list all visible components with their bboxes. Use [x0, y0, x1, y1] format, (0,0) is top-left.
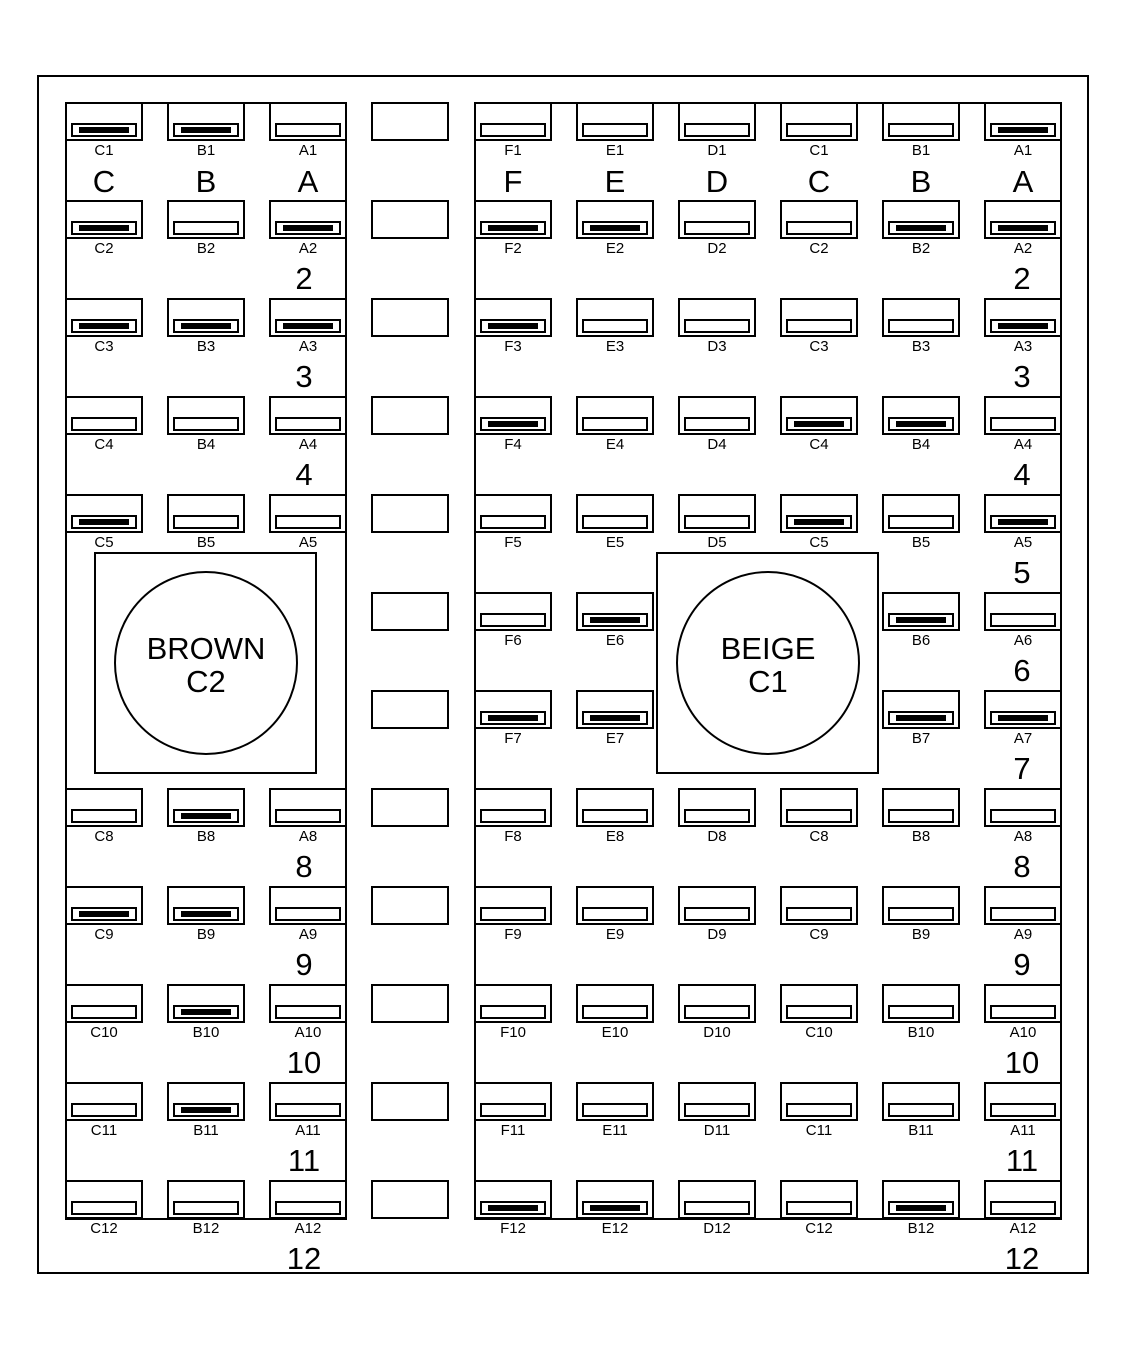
terminal-slot — [991, 810, 1055, 822]
terminal-slot — [889, 908, 953, 920]
right-row-number-9: 9 — [1013, 947, 1031, 982]
cavity-label: A1 — [1013, 142, 1033, 159]
terminal-present-mark — [79, 323, 129, 329]
terminal-slot — [685, 1202, 749, 1214]
cavity-label: A11 — [295, 1122, 321, 1139]
terminal-present-mark — [79, 225, 129, 231]
left-connector-name-label: C2 — [186, 664, 226, 699]
right-row-number-7: 7 — [1013, 751, 1031, 786]
left-row-number-10: 10 — [286, 1045, 322, 1080]
center-slot — [372, 887, 448, 924]
center-slot — [372, 691, 448, 728]
center-slot — [372, 593, 448, 630]
terminal-slot — [276, 418, 340, 430]
terminal-slot — [787, 1202, 851, 1214]
cavity-label: E8 — [605, 828, 625, 845]
terminal-slot — [583, 1006, 647, 1018]
right-connector-name-label: C1 — [748, 664, 788, 699]
cavity-label: C2 — [94, 240, 114, 257]
cavity-label: D1 — [707, 142, 727, 159]
left-row-number-2: 2 — [295, 261, 313, 296]
cavity-label: A9 — [298, 926, 318, 943]
cavity-label: D10 — [703, 1024, 731, 1041]
cavity-label: B9 — [911, 926, 931, 943]
terminal-slot — [583, 320, 647, 332]
terminal-slot — [276, 908, 340, 920]
terminal-slot — [276, 1006, 340, 1018]
terminal-slot — [72, 1104, 136, 1116]
cavity-label: A10 — [294, 1024, 322, 1041]
terminal-present-mark — [488, 1205, 538, 1211]
cavity-label: D4 — [707, 436, 727, 453]
cavity-label: D11 — [703, 1122, 731, 1139]
cavity-label: F11 — [500, 1122, 526, 1139]
terminal-present-mark — [998, 519, 1048, 525]
cavity-label: B10 — [907, 1024, 935, 1041]
right-row-number-10: 10 — [1004, 1045, 1040, 1080]
terminal-present-mark — [998, 127, 1048, 133]
left-connector-color-label: BROWN — [146, 631, 266, 666]
terminal-slot — [583, 1104, 647, 1116]
terminal-present-mark — [181, 911, 231, 917]
left-row-number-3: 3 — [295, 359, 313, 394]
left-column-letter-a: A — [297, 164, 319, 199]
terminal-slot — [481, 1104, 545, 1116]
terminal-present-mark — [79, 127, 129, 133]
cavity-label: A5 — [1013, 534, 1033, 551]
terminal-present-mark — [896, 421, 946, 427]
cavity-label: C1 — [809, 142, 829, 159]
cavity-label: A8 — [298, 828, 318, 845]
cavity-label: C9 — [94, 926, 114, 943]
right-column-letter-b: B — [910, 164, 932, 199]
cavity-label: F6 — [504, 632, 522, 649]
terminal-slot — [276, 1202, 340, 1214]
terminal-slot — [685, 516, 749, 528]
terminal-present-mark — [590, 1205, 640, 1211]
cavity-label: B7 — [911, 730, 931, 747]
cavity-label: B2 — [911, 240, 931, 257]
terminal-slot — [583, 124, 647, 136]
cavity-label: B2 — [196, 240, 216, 257]
left-row-number-4: 4 — [295, 457, 313, 492]
center-slot — [372, 299, 448, 336]
terminal-slot — [481, 124, 545, 136]
cavity-label: A12 — [1009, 1220, 1037, 1237]
cavity-label: B4 — [196, 436, 216, 453]
terminal-present-mark — [283, 323, 333, 329]
terminal-slot — [685, 810, 749, 822]
right-connector-color-label: BEIGE — [720, 631, 816, 666]
cavity-label: D5 — [707, 534, 727, 551]
cavity-label: B10 — [192, 1024, 220, 1041]
terminal-present-mark — [794, 519, 844, 525]
cavity-label: A4 — [298, 436, 318, 453]
terminal-slot — [787, 124, 851, 136]
terminal-slot — [276, 516, 340, 528]
right-row-number-3: 3 — [1013, 359, 1031, 394]
terminal-present-mark — [794, 421, 844, 427]
right-row-number-6: 6 — [1013, 653, 1031, 688]
terminal-present-mark — [488, 421, 538, 427]
cavity-label: E5 — [605, 534, 625, 551]
cavity-label: E11 — [602, 1122, 628, 1139]
terminal-slot — [889, 124, 953, 136]
cavity-label: A2 — [298, 240, 318, 257]
center-slot — [372, 103, 448, 140]
cavity-label: B5 — [911, 534, 931, 551]
left-row-number-9: 9 — [295, 947, 313, 982]
right-row-number-5: 5 — [1013, 555, 1031, 590]
terminal-slot — [583, 418, 647, 430]
terminal-present-mark — [488, 715, 538, 721]
cavity-label: F9 — [504, 926, 522, 943]
cavity-label: D12 — [703, 1220, 731, 1237]
center-slot — [372, 1181, 448, 1218]
cavity-label: C10 — [805, 1024, 833, 1041]
terminal-slot — [72, 418, 136, 430]
terminal-slot — [991, 1202, 1055, 1214]
terminal-present-mark — [590, 715, 640, 721]
terminal-slot — [481, 516, 545, 528]
terminal-slot — [991, 908, 1055, 920]
cavity-label: C1 — [94, 142, 114, 159]
terminal-slot — [787, 320, 851, 332]
cavity-label: F7 — [504, 730, 522, 747]
right-row-number-2: 2 — [1013, 261, 1031, 296]
cavity-label: F1 — [504, 142, 522, 159]
terminal-slot — [72, 1202, 136, 1214]
terminal-present-mark — [79, 519, 129, 525]
terminal-present-mark — [998, 323, 1048, 329]
cavity-label: A3 — [298, 338, 318, 355]
cavity-label: C5 — [809, 534, 829, 551]
cavity-label: A6 — [1013, 632, 1033, 649]
cavity-label: B11 — [193, 1122, 219, 1139]
cavity-label: F8 — [504, 828, 522, 845]
terminal-slot — [276, 1104, 340, 1116]
cavity-label: E4 — [605, 436, 625, 453]
cavity-label: B1 — [911, 142, 931, 159]
terminal-slot — [481, 908, 545, 920]
terminal-slot — [991, 418, 1055, 430]
terminal-slot — [72, 810, 136, 822]
cavity-label: C2 — [809, 240, 829, 257]
cavity-label: A11 — [1010, 1122, 1036, 1139]
terminal-present-mark — [488, 225, 538, 231]
terminal-present-mark — [181, 127, 231, 133]
cavity-label: C4 — [809, 436, 829, 453]
cavity-label: A12 — [294, 1220, 322, 1237]
terminal-slot — [685, 1006, 749, 1018]
terminal-present-mark — [181, 1009, 231, 1015]
right-row-number-8: 8 — [1013, 849, 1031, 884]
terminal-slot — [685, 124, 749, 136]
cavity-label: C12 — [90, 1220, 118, 1237]
cavity-label: A8 — [1013, 828, 1033, 845]
cavity-label: D9 — [707, 926, 727, 943]
terminal-slot — [787, 1104, 851, 1116]
cavity-label: C10 — [90, 1024, 118, 1041]
cavity-label: F3 — [504, 338, 522, 355]
cavity-label: C3 — [94, 338, 114, 355]
cavity-label: F4 — [504, 436, 522, 453]
cavity-label: B4 — [911, 436, 931, 453]
cavity-label: E7 — [605, 730, 625, 747]
cavity-label: E1 — [605, 142, 625, 159]
cavity-label: A7 — [1013, 730, 1033, 747]
right-row-number-4: 4 — [1013, 457, 1031, 492]
terminal-present-mark — [488, 323, 538, 329]
terminal-present-mark — [896, 225, 946, 231]
terminal-slot — [991, 1104, 1055, 1116]
cavity-label: B3 — [911, 338, 931, 355]
terminal-slot — [889, 320, 953, 332]
right-column-letter-c: C — [807, 164, 831, 199]
cavity-label: C11 — [90, 1122, 118, 1139]
cavity-label: A3 — [1013, 338, 1033, 355]
right-column-letter-d: D — [705, 164, 729, 199]
cavity-label: E3 — [605, 338, 625, 355]
cavity-label: C11 — [805, 1122, 833, 1139]
cavity-label: A10 — [1009, 1024, 1037, 1041]
cavity-label: D2 — [707, 240, 727, 257]
cavity-label: C8 — [94, 828, 114, 845]
cavity-label: F5 — [504, 534, 522, 551]
right-column-letter-a: A — [1012, 164, 1034, 199]
center-slot — [372, 495, 448, 532]
terminal-present-mark — [896, 715, 946, 721]
terminal-slot — [889, 1006, 953, 1018]
center-slot — [372, 985, 448, 1022]
cavity-label: E12 — [601, 1220, 629, 1237]
terminal-present-mark — [896, 617, 946, 623]
cavity-label: E10 — [601, 1024, 629, 1041]
terminal-slot — [685, 320, 749, 332]
terminal-present-mark — [590, 617, 640, 623]
terminal-slot — [583, 516, 647, 528]
cavity-label: F2 — [504, 240, 522, 257]
center-slot — [372, 201, 448, 238]
terminal-slot — [889, 516, 953, 528]
cavity-label: C4 — [94, 436, 114, 453]
right-row-number-12: 12 — [1004, 1241, 1040, 1276]
cavity-label: A4 — [1013, 436, 1033, 453]
cavity-label: B9 — [196, 926, 216, 943]
terminal-present-mark — [998, 225, 1048, 231]
cavity-label: E6 — [605, 632, 625, 649]
right-row-number-11: 11 — [1005, 1143, 1039, 1178]
center-slot — [372, 397, 448, 434]
cavity-label: B11 — [908, 1122, 934, 1139]
terminal-slot — [174, 418, 238, 430]
terminal-slot — [174, 222, 238, 234]
terminal-slot — [787, 908, 851, 920]
terminal-slot — [583, 908, 647, 920]
cavity-label: E2 — [605, 240, 625, 257]
cavity-label: A2 — [1013, 240, 1033, 257]
right-column-letter-f: F — [503, 164, 523, 199]
cavity-label: E9 — [605, 926, 625, 943]
terminal-present-mark — [181, 1107, 231, 1113]
terminal-present-mark — [998, 715, 1048, 721]
cavity-label: C9 — [809, 926, 829, 943]
cavity-label: C12 — [805, 1220, 833, 1237]
cavity-label: B8 — [911, 828, 931, 845]
cavity-label: C8 — [809, 828, 829, 845]
cavity-label: D3 — [707, 338, 727, 355]
terminal-slot — [685, 908, 749, 920]
cavity-label: B1 — [196, 142, 216, 159]
terminal-present-mark — [896, 1205, 946, 1211]
center-slot — [372, 789, 448, 826]
cavity-label: C3 — [809, 338, 829, 355]
terminal-present-mark — [79, 911, 129, 917]
terminal-slot — [481, 810, 545, 822]
terminal-present-mark — [181, 813, 231, 819]
cavity-label: B3 — [196, 338, 216, 355]
terminal-slot — [583, 810, 647, 822]
left-row-number-12: 12 — [286, 1241, 322, 1276]
cavity-label: A1 — [298, 142, 318, 159]
terminal-slot — [787, 222, 851, 234]
left-column-letter-c: C — [92, 164, 116, 199]
terminal-slot — [889, 1104, 953, 1116]
terminal-slot — [174, 516, 238, 528]
terminal-slot — [787, 810, 851, 822]
cavity-label: F12 — [500, 1220, 526, 1237]
center-slot — [372, 1083, 448, 1120]
terminal-slot — [481, 1006, 545, 1018]
cavity-label: B8 — [196, 828, 216, 845]
terminal-present-mark — [283, 225, 333, 231]
terminal-slot — [481, 614, 545, 626]
cavity-label: D8 — [707, 828, 727, 845]
cavity-label: B12 — [907, 1220, 935, 1237]
left-row-number-8: 8 — [295, 849, 313, 884]
terminal-slot — [72, 1006, 136, 1018]
cavity-label: B12 — [192, 1220, 220, 1237]
terminal-slot — [991, 1006, 1055, 1018]
terminal-present-mark — [181, 323, 231, 329]
right-column-letter-e: E — [604, 164, 626, 199]
terminal-present-mark — [590, 225, 640, 231]
cavity-label: B5 — [196, 534, 216, 551]
cavity-label: A5 — [298, 534, 318, 551]
terminal-slot — [991, 614, 1055, 626]
cavity-label: C5 — [94, 534, 114, 551]
cavity-label: A9 — [1013, 926, 1033, 943]
terminal-slot — [685, 222, 749, 234]
terminal-slot — [174, 1202, 238, 1214]
terminal-slot — [276, 810, 340, 822]
cavity-label: B6 — [911, 632, 931, 649]
terminal-slot — [787, 1006, 851, 1018]
terminal-slot — [685, 1104, 749, 1116]
cavity-label: F10 — [500, 1024, 526, 1041]
left-row-number-11: 11 — [287, 1143, 321, 1178]
terminal-slot — [276, 124, 340, 136]
terminal-slot — [685, 418, 749, 430]
terminal-slot — [889, 810, 953, 822]
left-column-letter-b: B — [195, 164, 217, 199]
